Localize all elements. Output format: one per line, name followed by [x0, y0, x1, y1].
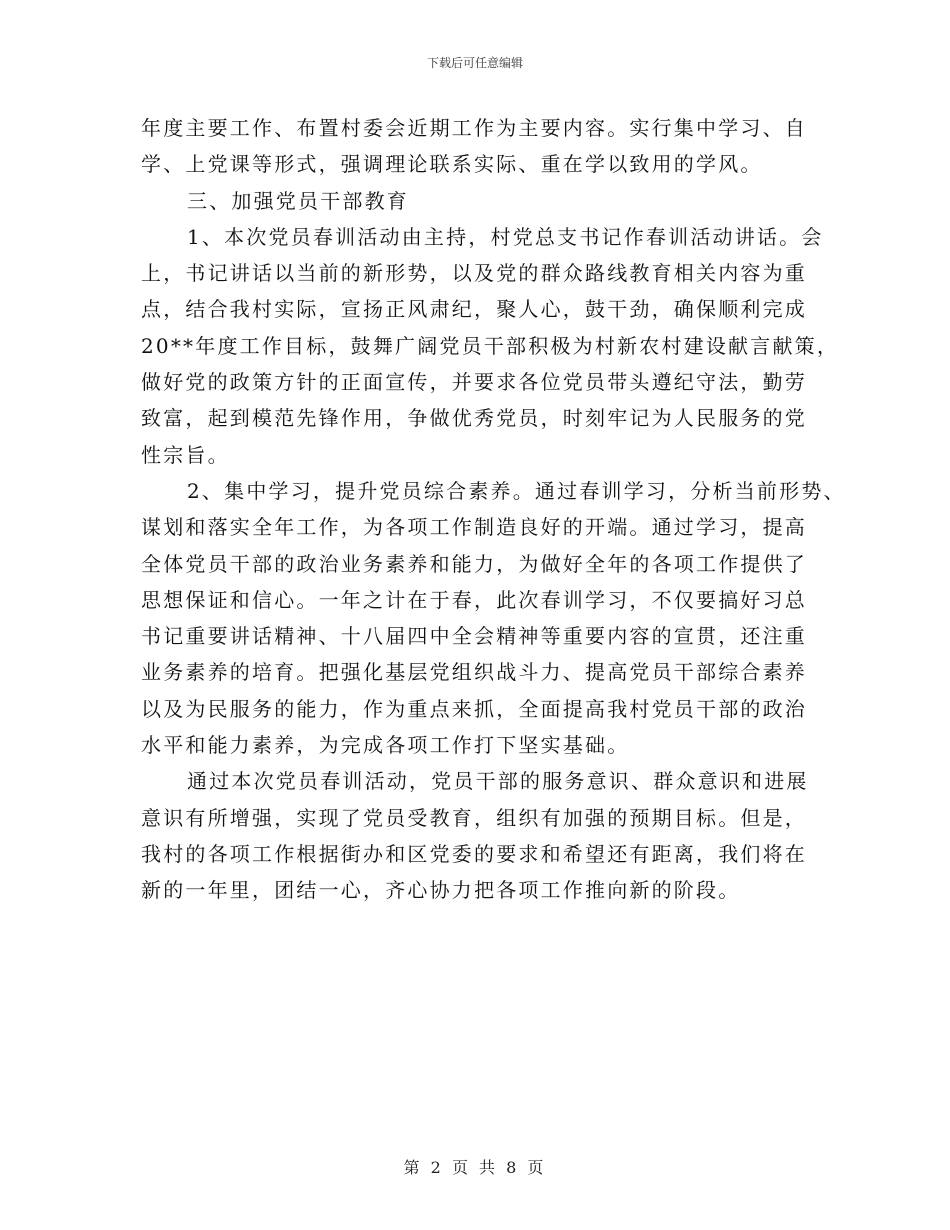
text-line: 致富，起到模范先锋作用，争做优秀党员，时刻牢记为人民服务的党	[141, 406, 807, 431]
text-line: 2、集中学习，提升党员综合素养。通过春训学习，分析当前形势、	[187, 478, 846, 503]
text-line: 书记重要讲话精神、十八届四中全会精神等重要内容的宣贯，还注重	[141, 624, 807, 649]
text-line: 全体党员干部的政治业务素养和能力，为做好全年的各项工作提供了	[141, 551, 807, 576]
text-line: 20**年度工作目标，鼓舞广阔党员干部积极为村新农村建设献言献策，	[141, 333, 840, 358]
page-footer: 第 2 页 共 8 页	[403, 1158, 547, 1177]
text-line: 点，结合我村实际，宣扬正风肃纪，聚人心，鼓干劲，确保顺利完成	[141, 297, 807, 322]
text-line: 水平和能力素养，为完成各项工作打下坚实基础。	[141, 733, 630, 758]
text-line: 思想保证和信心。一年之计在于春，此次春训学习，不仅要搞好习总	[141, 587, 807, 612]
text-line: 上，书记讲话以当前的新形势，以及党的群众路线教育相关内容为重	[141, 261, 807, 286]
text-line: 1、本次党员春训活动由主持，村党总支书记作春训活动讲话。会	[187, 224, 824, 249]
text-line: 年度主要工作、布置村委会近期工作为主要内容。实行集中学习、自	[141, 116, 807, 140]
text-line: 三、加强党员干部教育	[187, 188, 409, 213]
document-body	[141, 110, 846, 909]
text-line: 学、上党课等形式，强调理论联系实际、重在学以致用的学风。	[141, 152, 763, 177]
text-line: 我村的各项工作根据街办和区党委的要求和希望还有距离，我们将在	[141, 841, 807, 866]
page-header: 下载后可任意编辑	[426, 56, 523, 70]
text-line: 性宗旨。	[141, 442, 230, 467]
text-line: 做好党的政策方针的正面宣传，并要求各位党员带头遵纪守法，勤劳	[141, 370, 807, 395]
text-line: 通过本次党员春训活动，党员干部的服务意识、群众意识和进展	[187, 769, 809, 794]
text-line: 谋划和落实全年工作，为各项工作制造良好的开端。通过学习，提高	[141, 515, 807, 540]
text-line: 新的一年里，团结一心，齐心协力把各项工作推向新的阶段。	[141, 878, 741, 903]
text-line: 意识有所增强，实现了党员受教育，组织有加强的预期目标。但是，	[141, 805, 807, 830]
text-line: 以及为民服务的能力，作为重点来抓，全面提高我村党员干部的政治	[141, 696, 807, 721]
text-line: 业务素养的培育。把强化基层党组织战斗力、提高党员干部综合素养	[141, 660, 807, 685]
